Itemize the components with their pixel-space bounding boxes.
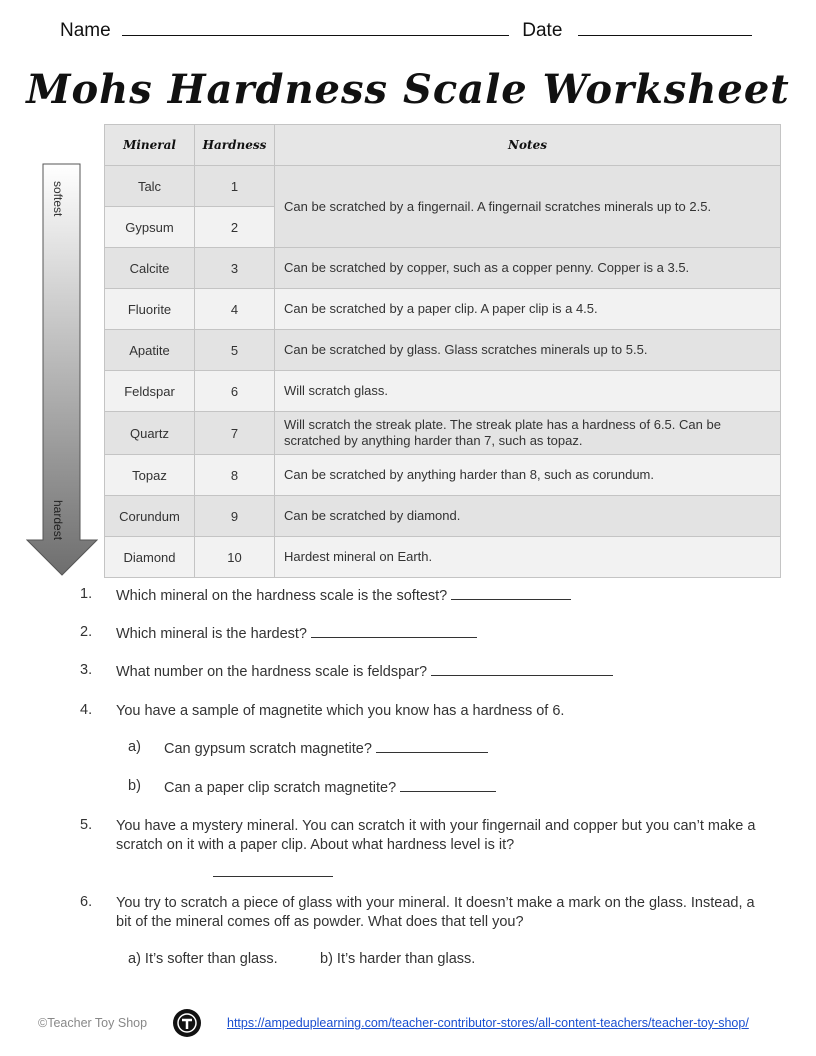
- notes-cell: Can be scratched by a fingernail. A fingernail scratches minerals up to 2.5.: [275, 166, 781, 248]
- answer-blank[interactable]: [431, 662, 613, 676]
- table-row: [105, 166, 781, 207]
- answer-blank[interactable]: [451, 586, 571, 600]
- notes-cell: Will scratch glass.: [275, 371, 781, 412]
- notes-cell: Can be scratched by glass. Glass scratches minerals up to 5.5.: [275, 330, 781, 371]
- question-number: 2.: [80, 624, 93, 640]
- mineral-cell: Feldspar: [105, 371, 195, 412]
- question-number: 1.: [80, 586, 93, 602]
- col-header-mineral: Mineral: [105, 125, 195, 166]
- question-number: a): [128, 739, 141, 755]
- footer: [38, 1016, 798, 1030]
- copyright-text: ©Teacher Toy Shop: [38, 1016, 148, 1030]
- hardness-cell: 10: [195, 537, 275, 578]
- hardness-cell: 6: [195, 371, 275, 412]
- table-header-row: [105, 125, 781, 166]
- hardness-cell: 9: [195, 496, 275, 537]
- hardness-cell: 2: [195, 207, 275, 248]
- mohs-table: [104, 124, 781, 578]
- mineral-cell: Apatite: [105, 330, 195, 371]
- answer-blank[interactable]: [213, 863, 333, 877]
- col-header-hardness: Hardness: [195, 125, 275, 166]
- arrow-top-label: softest: [51, 181, 65, 217]
- question-number: 5.: [80, 817, 93, 833]
- page-title: Mohs Hardness Scale Worksheet: [26, 66, 790, 113]
- table-row: [105, 330, 781, 371]
- mineral-cell: Topaz: [105, 455, 195, 496]
- table-row: [105, 455, 781, 496]
- table-row: [105, 537, 781, 578]
- question-text: You try to scratch a piece of glass with your mineral. It doesn’t make a mark on the glass. Instead, a bit of the mineral comes off as powder. What does that tell you?: [116, 895, 755, 930]
- question-text: You have a mystery mineral. You can scratch it with your fingernail and copper but you can’t make a scratch on it with a paper clip. About what hardness level is it?: [116, 818, 756, 853]
- hardness-cell: 3: [195, 248, 275, 289]
- hardness-cell: 4: [195, 289, 275, 330]
- answer-choice-a[interactable]: a) It’s softer than glass.: [128, 951, 278, 967]
- notes-cell: Hardest mineral on Earth.: [275, 537, 781, 578]
- question-text: You have a sample of magnetite which you know has a hardness of 6.: [116, 703, 565, 719]
- notes-cell: Can be scratched by copper, such as a copper penny. Copper is a 3.5.: [275, 248, 781, 289]
- col-header-notes: Notes: [275, 125, 781, 166]
- mineral-cell: Calcite: [105, 248, 195, 289]
- notes-cell: Will scratch the streak plate. The streak plate has a hardness of 6.5. Can be scratched by anything harder than 7, such as topaz.: [275, 412, 781, 455]
- header: [60, 20, 752, 42]
- hardness-cell: 7: [195, 412, 275, 455]
- mineral-cell: Gypsum: [105, 207, 195, 248]
- question-text: Can a paper clip scratch magnetite?: [164, 780, 397, 796]
- question-number: 3.: [80, 662, 93, 678]
- mineral-cell: Fluorite: [105, 289, 195, 330]
- answer-blank[interactable]: [376, 739, 488, 753]
- store-link[interactable]: https://ampeduplearning.com/teacher-contributor-stores/all-content-teachers/teacher-toy-shop/: [227, 1016, 749, 1030]
- question-number: 4.: [80, 702, 93, 718]
- notes-cell: Can be scratched by a paper clip. A paper clip is a 4.5.: [275, 289, 781, 330]
- mineral-cell: Talc: [105, 166, 195, 207]
- arrow-bottom-label: hardest: [51, 500, 65, 541]
- hardness-cell: 8: [195, 455, 275, 496]
- date-blank[interactable]: [578, 21, 752, 36]
- question-text: Which mineral is the hardest?: [116, 626, 307, 642]
- mineral-cell: Quartz: [105, 412, 195, 455]
- date-label: Date: [522, 20, 563, 41]
- question-text: Can gypsum scratch magnetite?: [164, 741, 372, 757]
- hardness-arrow: [26, 163, 98, 576]
- hardness-cell: 5: [195, 330, 275, 371]
- table-row: [105, 289, 781, 330]
- name-blank[interactable]: [122, 21, 509, 36]
- hardness-cell: 1: [195, 166, 275, 207]
- name-label: Name: [60, 20, 111, 41]
- teacher-toy-shop-logo-icon: [172, 1008, 202, 1038]
- question-text: What number on the hardness scale is feldspar?: [116, 664, 428, 680]
- notes-cell: Can be scratched by diamond.: [275, 496, 781, 537]
- question-text: Which mineral on the hardness scale is the softest?: [116, 588, 448, 604]
- question-number: 6.: [80, 894, 93, 910]
- notes-cell: Can be scratched by anything harder than 8, such as corundum.: [275, 455, 781, 496]
- table-row: [105, 412, 781, 455]
- answer-choice-b[interactable]: b) It’s harder than glass.: [320, 951, 476, 967]
- mineral-cell: Diamond: [105, 537, 195, 578]
- table-row: [105, 496, 781, 537]
- question-number: b): [128, 778, 141, 794]
- table-row: [105, 248, 781, 289]
- answer-blank[interactable]: [311, 624, 477, 638]
- answer-blank[interactable]: [400, 778, 496, 792]
- table-row: [105, 371, 781, 412]
- mineral-cell: Corundum: [105, 496, 195, 537]
